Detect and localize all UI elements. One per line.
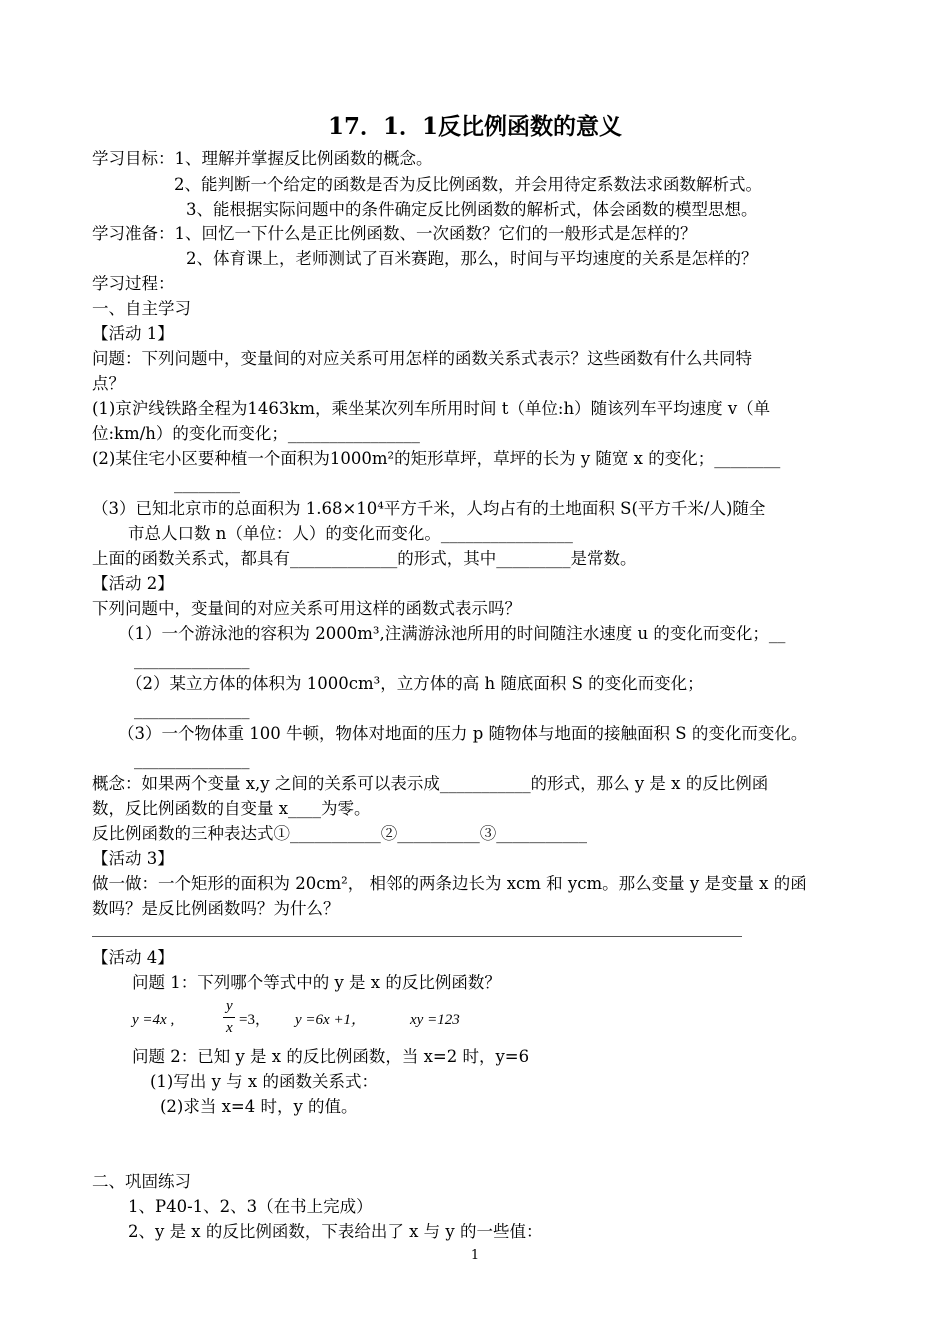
equation-3: y =6x +1，	[295, 1012, 367, 1028]
concept-line-2: 数，反比例函数的自变量 x____为零。	[92, 799, 371, 818]
equation-2-numerator: y	[226, 998, 233, 1014]
activity-4-question-2b: (2)求当 x=4 时，y 的值。	[160, 1097, 358, 1116]
objective-2: 2、能判断一个给定的函数是否为反比例函数，并会用待定系数法求函数解析式。	[174, 175, 762, 194]
activity-1-item-3a: （3）已知北京市的总面积为 1.68×10⁴平方千米，人均占有的土地面积 S(平方千米/人)随全	[92, 499, 766, 518]
activity-3-line-2: 数吗？是反比例函数吗？为什么？	[92, 899, 340, 918]
activity-4-question-2a: (1)写出 y 与 x 的函数关系式：	[150, 1072, 378, 1091]
activity-2-intro: 下列问题中，变量间的对应关系可用这样的函数式表示吗？	[92, 599, 521, 618]
section-2-heading: 二、巩固练习	[92, 1172, 191, 1191]
equation-2-rest: =3，	[239, 1012, 270, 1028]
practice-item-2: 2、y 是 x 的反比例函数，下表给出了 x 与 y 的一些值：	[128, 1222, 543, 1241]
activity-2-label: 【活动 2】	[92, 574, 174, 593]
fraction-bar	[223, 1017, 235, 1018]
activity-2-item-3: （3）一个物体重 100 牛顿，物体对地面的压力 p 随物体与地面的接触面积 S 的变化而变化。	[118, 724, 808, 743]
activity-1-item-2b: ________	[174, 474, 240, 493]
activity-1-label: 【活动 1】	[92, 324, 174, 343]
equation-2-denominator: x	[226, 1020, 233, 1036]
concept-line-1: 概念：如果两个变量 x,y 之间的关系可以表示成___________的形式，那么 y 是 x 的反比例函	[92, 774, 769, 793]
process-label: 学习过程：	[92, 274, 175, 293]
practice-item-1: 1、P40-1、2、3（在书上完成）	[128, 1197, 373, 1216]
activity-2-item-2: （2）某立方体的体积为 1000cm³，立方体的高 h 随底面积 S 的变化而变化；	[126, 674, 704, 693]
answer-line	[92, 936, 742, 937]
activity-3-label: 【活动 3】	[92, 849, 174, 868]
objective-1: 学习目标：1、理解并掌握反比例函数的概念。	[92, 149, 433, 168]
equation-1: y =4x ,	[132, 1012, 175, 1028]
objective-3: 3、能根据实际问题中的条件确定反比例函数的解析式，体会函数的模型思想。	[186, 200, 758, 219]
activity-1-item-2a: (2)某住宅小区要种植一个面积为1000m²的矩形草坪，草坪的长为 y 随宽 x 的变化；________	[92, 449, 781, 468]
page-number: 1	[470, 1248, 480, 1263]
activity-2-item-1: （1）一个游泳池的容积为 2000m³,注满游泳池所用的时间随注水速度 u 的变化而变化；__	[118, 624, 786, 643]
concept-forms: 反比例函数的三种表达式①___________②__________③___________	[92, 824, 587, 843]
activity-4-question-2: 问题 2：已知 y 是 x 的反比例函数，当 x=2 时，y=6	[132, 1047, 530, 1066]
preparation-2: 2、体育课上，老师测试了百米赛跑，那么，时间与平均速度的关系是怎样的？	[186, 249, 758, 268]
activity-1-question-line2: 点？	[92, 374, 125, 393]
activity-1-item-1b: 位:km/h）的变化而变化；________________	[92, 424, 420, 443]
activity-1-item-1a: (1)京沪线铁路全程为1463km，乘坐某次列车所用时间 t（单位:h）随该列车平均速度 v（单	[92, 399, 771, 418]
activity-1-item-3b: 市总人口数 n（单位：人）的变化而变化。________________	[128, 524, 573, 543]
page-title: 17．1．1反比例函数的意义	[327, 113, 622, 140]
activity-3-line-1: 做一做：一个矩形的面积为 20cm²， 相邻的两条边长为 xcm 和 ycm。那么变量 y 是变量 x 的函	[92, 874, 807, 893]
activity-2-item-1-blank: ______________	[134, 650, 250, 669]
equation-4: xy =123	[410, 1012, 460, 1028]
activity-4-question-1: 问题 1：下列哪个等式中的 y 是 x 的反比例函数？	[132, 973, 501, 992]
activity-1-question-line1: 问题：下列问题中，变量间的对应关系可用怎样的函数关系式表示？这些函数有什么共同特	[92, 349, 752, 368]
activity-4-label: 【活动 4】	[92, 948, 174, 967]
activity-1-summary: 上面的函数关系式，都具有_____________的形式，其中_________是常数。	[92, 549, 637, 568]
preparation-1: 学习准备：1、回忆一下什么是正比例函数、一次函数？它们的一般形式是怎样的？	[92, 224, 697, 243]
activity-2-item-3-blank: ______________	[134, 750, 250, 769]
activity-2-item-2-blank: ______________	[134, 700, 250, 719]
section-1-heading: 一、自主学习	[92, 299, 191, 318]
